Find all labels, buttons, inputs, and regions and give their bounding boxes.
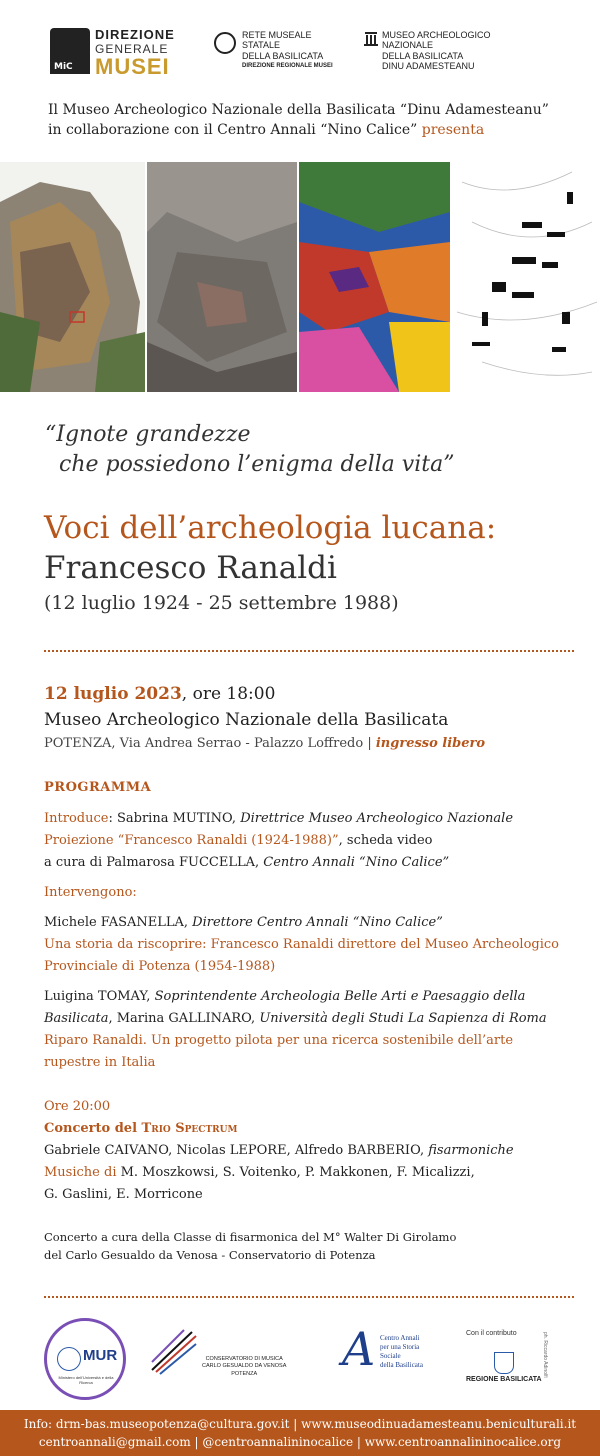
centro-annali-mark-icon: A xyxy=(342,1322,376,1376)
talk1-title: Una storia da riscoprire: Francesco Ranaldi direttore del Museo Archeologico Provinciale di Potenza (1954-1988) xyxy=(44,937,559,974)
musiche-line2: G. Gaslini, E. Morricone xyxy=(44,1187,203,1202)
centro-annali-logo: A Centro Annali per una Storia Sociale della Basilicata xyxy=(342,1322,423,1376)
partner-logos xyxy=(0,1312,600,1402)
speaker1-line: Michele FASANELLA, Direttore Centro Annali “Nino Calice” xyxy=(44,915,443,930)
quote: “Ignote grandezze che possiedono l’enigma della vita” xyxy=(45,422,455,477)
regione-label: REGIONE BASILICATA xyxy=(466,1376,542,1383)
divider xyxy=(44,650,574,652)
museum-icon xyxy=(364,31,378,47)
info-bar: Info: drm-bas.museopotenza@cultura.gov.it | www.museodinuadamesteanu.beniculturali.it centroannali@gmail.com | @centroannalininocalice | www.centroannalininocalice.org xyxy=(0,1410,600,1456)
rete-icon xyxy=(214,32,236,54)
talk2-title: Riparo Ranaldi. Un progetto pilota per una ricerca sostenibile dell’arte rupestre in Italia xyxy=(44,1033,514,1070)
contributo-label: Con il contributo xyxy=(466,1330,517,1337)
musiche-line: Musiche di M. Moszkowsi, S. Voitenko, P. Makkonen, F. Micalizzi, xyxy=(44,1165,475,1180)
concert-time: Ore 20:00 xyxy=(44,1099,111,1114)
introduce-line: Introduce: Sabrina MUTINO, Direttrice Museo Archeologico Nazionale xyxy=(44,811,514,826)
dgm-line3: MUSEI xyxy=(95,54,170,79)
title-line1: Voci dell’archeologia lucana: xyxy=(44,510,497,546)
event-title xyxy=(44,508,496,588)
concert-title: Concerto del Trio Spectrum xyxy=(44,1121,238,1136)
speaker2-line: Luigina TOMAY, Soprintendente Archeologia Belle Arti e Paesaggio della Basilicata, Marina GALLINARO, Università degli Studi La Sapienza di Roma xyxy=(44,989,547,1026)
photo-credit: ph. Riccardo Adinolfi xyxy=(542,1332,548,1378)
title-name: Francesco Ranaldi xyxy=(44,550,337,586)
event-datetime: 12 luglio 2023, ore 18:00 xyxy=(44,684,276,704)
dgm-emblem: MiC xyxy=(50,28,90,74)
musicians-line: Gabriele CAIVANO, Nicolas LEPORE, Alfredo BARBERIO, fisarmoniche xyxy=(44,1143,514,1158)
photo-strip xyxy=(0,162,600,392)
divider-bottom xyxy=(44,1296,574,1298)
cave-wall-photo xyxy=(147,162,297,392)
programma-heading: PROGRAMMA xyxy=(44,780,152,795)
dgm-line2: GENERALE xyxy=(95,42,169,56)
republic-emblem-icon xyxy=(57,1347,81,1371)
regione-shield-icon xyxy=(494,1352,514,1374)
mur-logo: MUR Ministero dell'Università e della Ricerca xyxy=(44,1318,126,1400)
proiezione-line: Proiezione “Francesco Ranaldi (1924-1988)”, scheda video xyxy=(44,833,433,848)
dgm-logo xyxy=(50,27,180,79)
conservatorio-logo: CONSERVATORIO DI MUSICA CARLO GESUALDO DA VENOSA POTENZA xyxy=(150,1326,300,1396)
museo-logo: MUSEO ARCHEOLOGICO NAZIONALE DELLA BASILICATA DINU ADAMESTEANU xyxy=(364,30,491,71)
dgm-line1: DIREZIONE xyxy=(95,27,175,42)
enhanced-photo xyxy=(299,162,450,392)
address: POTENZA, Via Andrea Serrao - Palazzo Loffredo | ingresso libero xyxy=(44,736,486,751)
intervengono-label: Intervengono: xyxy=(44,885,137,900)
concert-note: Concerto a cura della Classe di fisarmonica del M° Walter Di Girolamo del Carlo Gesualdo da Venosa - Conservatorio di Potenza xyxy=(44,1230,457,1262)
rock-photo xyxy=(0,162,145,392)
conservatorio-mark-icon xyxy=(150,1326,198,1376)
proiezione-cura-line: a cura di Palmarosa FUCCELLA, Centro Annali “Nino Calice” xyxy=(44,855,450,870)
rete-museale-logo: RETE MUSEALE STATALE DELLA BASILICATA DIREZIONE REGIONALE MUSEI xyxy=(214,30,333,70)
venue: Museo Archeologico Nazionale della Basilicata xyxy=(44,710,449,730)
life-dates: (12 luglio 1924 - 25 settembre 1988) xyxy=(44,592,399,614)
intro-text: Il Museo Archeologico Nazionale della Basilicata “Dinu Adamesteanu” in collaborazione con il Centro Annali “Nino Calice” presenta xyxy=(48,102,549,138)
rock-art-drawing xyxy=(452,162,600,392)
